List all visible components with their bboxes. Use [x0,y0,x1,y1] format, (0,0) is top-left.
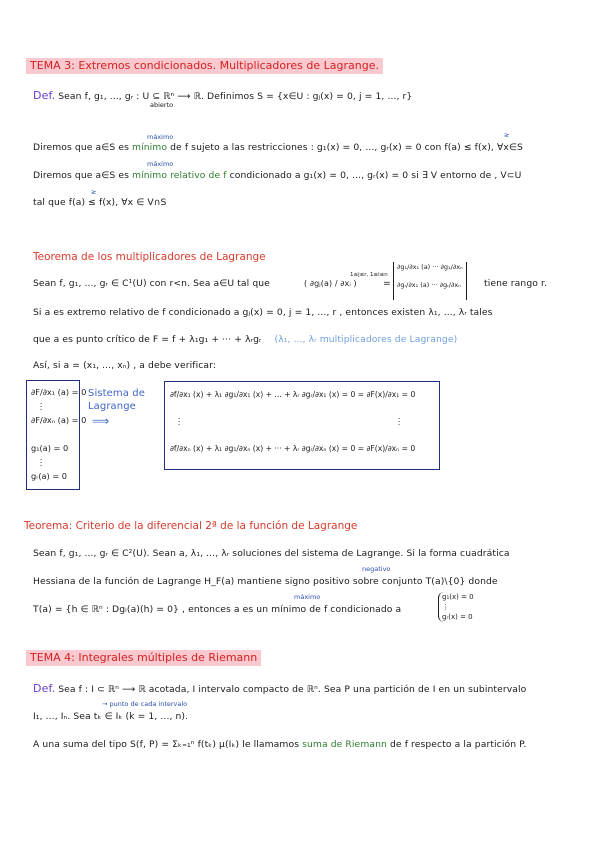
left-box-row-1: ∂F/∂x₁ (a) = 0 [31,387,87,397]
mult-line3-note: (λ₁, ..., λᵣ multiplicadores de Lagrange) [274,334,458,345]
matrix-eq: = [383,278,391,289]
left-box-row-4: gᵣ(a) = 0 [31,471,67,481]
def-label-2: Def. [33,682,56,695]
tema3-title: TEMA 3: Extremos condicionados. Multiplicadores de Lagrange. [26,58,383,74]
crit-line2: Hessiana de la función de Lagrange H_F(a) mantiene signo positivo sobre conjunto T(a)\{0} donde [33,576,498,587]
line1-start: Diremos que a∈S es [33,142,129,153]
sistema-arrow-icon: ⟹ [92,414,110,428]
mult-line1b: tiene rango r. [484,278,548,289]
crit-line1: Sean f, g₁, ..., gᵣ ∈ C²(U). Sean a, λ₁, ..., λᵣ soluciones del sistema de Lagrange. Si la forma cuadrática [33,548,510,559]
matrix-row-1: ∂g₁/∂x₁ (a) ··· ∂g₁/∂xₙ [397,263,463,271]
punto-note: → punto de cada intervalo [102,700,188,708]
cond-row-2: gᵣ(x) = 0 [442,613,473,621]
line2-minimo: mínimo relativo de f [132,170,227,181]
tema3-line1 [33,142,523,154]
line2-end: condicionado a g₁(x) = 0, ..., gᵣ(x) = 0 si ∃ V entorno de , V⊂U [229,170,522,181]
right-system-box [164,381,440,470]
right-box-row-2: ∂f/∂xₙ (x) + λ₁ ∂g₁/∂xₙ (x) + ··· + λᵣ ∂gᵣ/∂xₙ (x) = 0 = ∂F(x)/∂xₙ = 0 [170,444,416,453]
geq-note-2: ≥ [91,188,97,196]
mult-line4: Así, si a = (x₁, ..., xₙ) , a debe verificar: [33,360,217,371]
def-sub-note: abierto [150,101,174,109]
crit-line3: T(a) = {h ∈ ℝⁿ : Dgᵢ(a)(h) = 0} , entonces a es un mínimo de f condicionado a [33,604,402,615]
left-box-dots-2: ⋮ [37,457,46,467]
line1-minimo: mínimo [132,142,168,153]
teorema-mult-title: Teorema de los multiplicadores de Lagrange [33,251,266,263]
right-box-dots-1: ⋮ [175,416,184,426]
tema3-definition [33,90,412,103]
def-label: Def. [33,89,56,102]
right-box-dots-2: ⋮ [395,416,404,426]
sistema-label-2: Lagrange [88,401,136,412]
cond-dots: ⋮ [442,603,449,611]
teorema-crit-title: Teorema: Criterio de la diferencial 2ª de la función de Lagrange [24,520,358,532]
def-text: Sean f, g₁, ..., gᵣ : U ⊆ ℝⁿ ⟶ ℝ. Definimos S = {x∈U : gⱼ(x) = 0, j = 1, ..., r} [58,91,413,102]
tema4-line1-text: Sea f : I ⊂ ℝⁿ ⟶ ℝ acotada, I intervalo compacto de ℝⁿ. Sea P una partición de I en un subintervalo [58,684,527,695]
tema4-line2: I₁, ..., Iₙ. Sea tₖ ∈ Iₖ (k = 1, ..., n). [33,711,189,722]
jacobian-matrix [393,262,467,300]
left-box-row-3: g₁(a) = 0 [31,443,69,453]
tema4-line1 [33,683,526,696]
maximo-note-1: máximo [147,133,174,141]
right-box-row-1: ∂f/∂x₁ (x) + λ₁ ∂g₁/∂x₁ (x) + ... + λᵣ ∂gᵣ/∂x₁ (x) = 0 = ∂F(x)/∂x₁ = 0 [170,390,416,399]
negativo-note: negativo [362,565,391,573]
line1-end: de f sujeto a las restricciones : g₁(x) = 0, ..., gᵣ(x) = 0 con f(a) ≤ f(x), ∀x∈S [170,142,523,153]
conditions-brace [438,592,474,622]
mult-line3 [33,334,457,346]
matrix-index: 1≤j≤r, 1≤i≤n [350,272,388,278]
maximo-note-3: máximo [294,593,321,601]
cond-row-1: g₁(x) = 0 [442,593,474,601]
tema4-title: TEMA 4: Integrales múltiples de Riemann [26,650,261,666]
matrix-row-2: ∂gᵣ/∂x₁ (a) ··· ∂gᵣ/∂xₙ [397,281,461,289]
left-conditions-box [26,380,87,490]
sistema-label-1: Sistema de [88,388,145,399]
tema4-line3 [33,739,526,751]
mult-line2: Si a es extremo relativo de f condicionado a gⱼ(x) = 0, j = 1, ..., r , entonces existen λ₁, ..., λᵣ tales [33,307,493,318]
line2-start: Diremos que a∈S es [33,170,129,181]
tema3-line2 [33,170,521,182]
tema4-line3-end: de f respecto a la partición P. [389,739,527,750]
matrix-left: ( ∂gⱼ(a) / ∂xᵢ ) [304,279,357,288]
geq-note-1: ≥ [504,131,510,139]
tema4-line3-start: A una suma del tipo S(f, P) = Σₖ₌₁ⁿ f(tₖ) μ(Iₖ) le llamamos [33,739,300,750]
suma-riemann: suma de Riemann [302,739,387,750]
left-box-row-2: ∂F/∂xₙ (a) = 0 [31,415,87,425]
tema3-line3: tal que f(a) ≤ f(x), ∀x ∈ V∩S [33,197,167,208]
maximo-note-2: máximo [147,160,174,168]
mult-line1a: Sean f, g₁, ..., gᵣ ∈ C¹(U) con r<n. Sea a∈U tal que [33,278,270,289]
mult-line3-start: que a es punto crítico de F = f + λ₁g₁ + ··· + λᵣgᵣ [33,334,262,345]
left-box-dots-1: ⋮ [37,401,46,411]
